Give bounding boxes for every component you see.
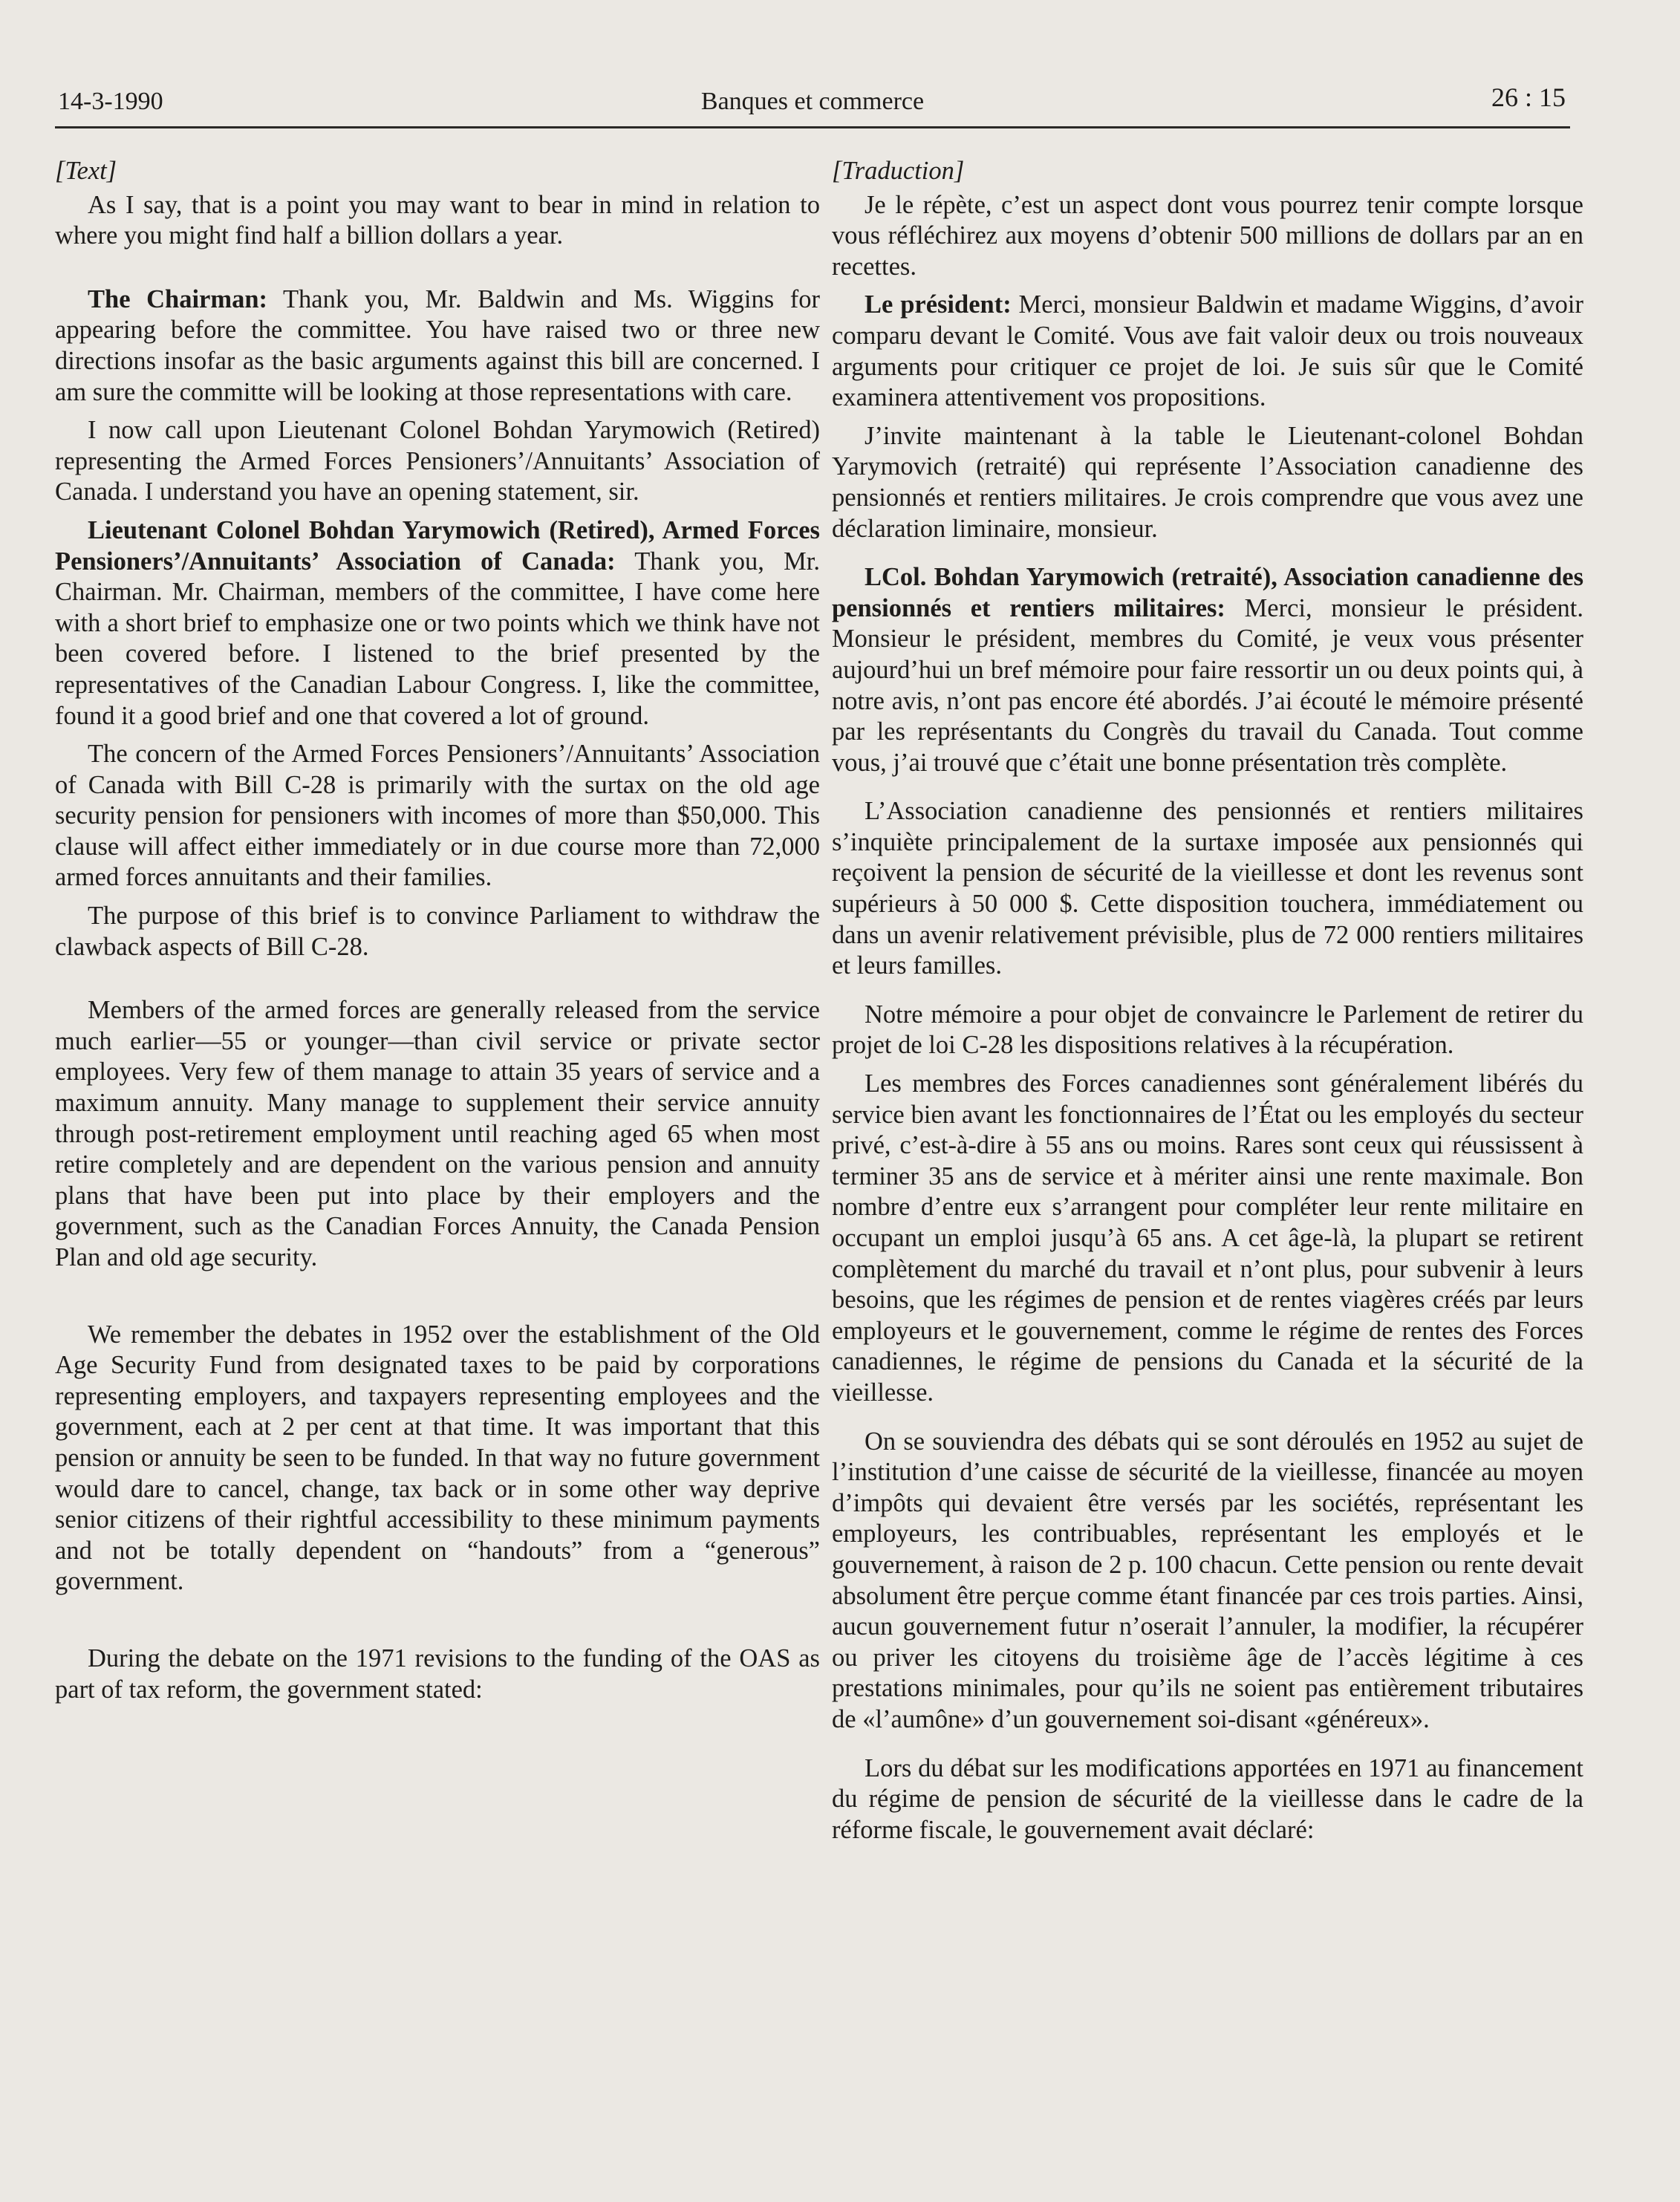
- paragraph: Lieutenant Colonel Bohdan Yarymowich (Retired), Armed Forces Pensioners’/Annuitants’ Association of Canada: Thank you, Mr. Chairman. Mr. Chairman, members of the committee, I have come here with a short brief to emphasize one or two points which we think have not been covered before. I listened to the brief presented by the representatives of the Canadian Labour Congress. I, like the committee, found it a good brief and one that covered a lot of ground.: [55, 515, 820, 730]
- page-header: [55, 80, 1570, 128]
- paragraph: Lors du débat sur les modifications apportées en 1971 au financement du régime de pension de sécurité de la vieillesse dans le cadre de la réforme fiscale, le gouvernement avait déclaré:: [832, 1753, 1583, 1844]
- paragraph: I now call upon Lieutenant Colonel Bohdan Yarymowich (Retired) representing the Armed Forces Pensioners’/Annuitants’ Association of Canada. I understand you have an opening statement, sir.: [55, 416, 820, 506]
- speaker-name: The Chairman:: [88, 284, 268, 313]
- paragraph: We remember the debates in 1952 over the establishment of the Old Age Security Fund from designated taxes to be paid by corporations representing employers, and taxpayers representing employees and the government, each at 2 per cent at that time. It was important that this pension or annuity be seen to be funded. In that way no future government would dare to cancel, change, tax back or in some other way deprive senior citizens of their rightful accessibility to these minimum payments and not be totally dependent on “handouts” from a “generous” government.: [55, 1320, 820, 1596]
- language-marker: [Text]: [55, 157, 117, 185]
- paragraph: As I say, that is a point you may want to bear in mind in relation to where you might find half a billion dollars a year.: [55, 190, 820, 250]
- english-column: [55, 156, 820, 1713]
- paragraph: L’Association canadienne des pensionnés et rentiers militaires s’inquiète principalement de la surtaxe imposée aux pensionnés qui reçoivent la pension de sécurité de la vieillesse et dont les revenus sont supérieurs à 50 000 $. Cette disposition touchera, immédiatement ou dans un avenir relativement prévisible, plus de 72 000 rentiers militaires et leurs familles.: [832, 797, 1583, 980]
- paragraph: Je le répète, c’est un aspect dont vous pourrez tenir compte lorsque vous réfléchirez aux moyens d’obtenir 500 millions de dollars par an en recettes.: [832, 190, 1583, 281]
- header-title: Banques et commerce: [700, 88, 925, 115]
- paragraph: Notre mémoire a pour objet de convaincre le Parlement de retirer du projet de loi C-28 les dispositions relatives à la récupération.: [832, 1000, 1583, 1060]
- paragraph: The purpose of this brief is to convince Parliament to withdraw the clawback aspects of Bill C-28.: [55, 902, 820, 961]
- paragraph: LCol. Bohdan Yarymowich (retraité), Association canadienne des pensionnés et rentiers militaires: Merci, monsieur le président. Monsieur le président, membres du Comité, je veux vous présenter aujourd’hui un bref mémoire pour faire ressortir un ou deux points qui, à notre avis, n’ont pas encore été abordés. J’ai écouté le mémoire présenté par les représentants du Congrès du travail du Canada. Tout comme vous, j’ai trouvé que c’était une bonne présentation très complète.: [832, 563, 1583, 777]
- speaker-name: LCol. Bohdan Yarymowich (retraité), Association canadienne des pensionnés et rentiers militaires:: [832, 563, 1583, 622]
- french-column: [832, 156, 1583, 1853]
- header-date: 14-3-1990: [58, 88, 163, 115]
- paragraph: Le président: Merci, monsieur Baldwin et madame Wiggins, d’avoir comparu devant le Comité. Vous ave fait valoir deux ou trois nouveaux arguments pour critiquer ce projet de loi. Je suis sûr que le Comité examinera attentivement vos propositions.: [832, 290, 1583, 412]
- paragraph: During the debate on the 1971 revisions to the funding of the OAS as part of tax reform, the government stated:: [55, 1644, 820, 1704]
- header-page-number: 26 : 15: [1491, 82, 1566, 112]
- paragraph: Members of the armed forces are generally released from the service much earlier—55 or younger—than civil service or private sector employees. Very few of them manage to attain 35 years of service and a maximum annuity. Many manage to supplement their service annuity through post-retirement employment until reaching aged 65 when most retire completely and are dependent on the various pension and annuity plans that have been put into place by their employers and the government, such as the Canadian Forces Annuity, the Canada Pension Plan and old age security.: [55, 996, 820, 1271]
- paragraph: On se souviendra des débats qui se sont déroulés en 1952 au sujet de l’institution d’une caisse de sécurité de la vieillesse, financée au moyen d’impôts qui devaient être versés par les sociétés, représentant les employeurs, les contribuables, représentant les employés et le gouvernement, à raison de 2 p. 100 chacun. Cette pension ou rente devait absolument être perçue comme étant financée par ces trois parties. Ainsi, aucun gouvernement futur n’oserait l’annuler, la modifier, la récupérer ou priver les citoyens du troisième âge de l’accès légitime à ces prestations minimales, pour qu’ils ne soient pas entièrement tributaires de «l’aumône» d’un gouvernement soi-disant «généreux».: [832, 1427, 1583, 1733]
- paragraph: The Chairman: Thank you, Mr. Baldwin and Ms. Wiggins for appearing before the committee. You have raised two or three new directions insofar as the basic arguments against this bill are concerned. I am sure the committe will be looking at those representations with care.: [55, 284, 820, 406]
- paragraph: The concern of the Armed Forces Pensioners’/Annuitants’ Association of Canada with Bill C-28 is primarily with the surtax on the old age security pension for pensioners with incomes of more than $50,000. This clause will affect either immediately or in due course more than 72,000 armed forces annuitants and their families.: [55, 740, 820, 892]
- paragraph: J’invite maintenant à la table le Lieutenant-colonel Bohdan Yarymovich (retraité) qui représente l’Association canadienne des pensionnés et rentiers militaires. Je crois comprendre que vous avez une déclaration liminaire, monsieur.: [832, 421, 1583, 543]
- speaker-name: Lieutenant Colonel Bohdan Yarymowich (Retired), Armed Forces Pensioners’/Annuitants’ Association of Canada:: [55, 515, 820, 576]
- speaker-name: Le président:: [865, 290, 1012, 319]
- paragraph: Les membres des Forces canadiennes sont généralement libérés du service bien avant les fonctionnaires de l’État ou les employés du secteur privé, c’est-à-dire à 55 ans ou moins. Rares sont ceux qui réussissent à terminer 35 ans de service et à mériter ainsi une rente maximale. Bon nombre d’entre eux s’arrangent pour compléter leur rente militaire en occupant un emploi jusqu’à 65 ans. A cet âge-là, la plupart se retirent complètement du marché du travail et n’ont plus, pour subvenir à leurs besoins, que les régimes de pension et de rentes viagères créés par leurs employeurs et le gouvernement, comme le régime de rentes des Forces canadiennes, le régime de pensions du Canada et la sécurité de la vieillesse.: [832, 1069, 1583, 1407]
- language-marker: [Traduction]: [832, 157, 965, 185]
